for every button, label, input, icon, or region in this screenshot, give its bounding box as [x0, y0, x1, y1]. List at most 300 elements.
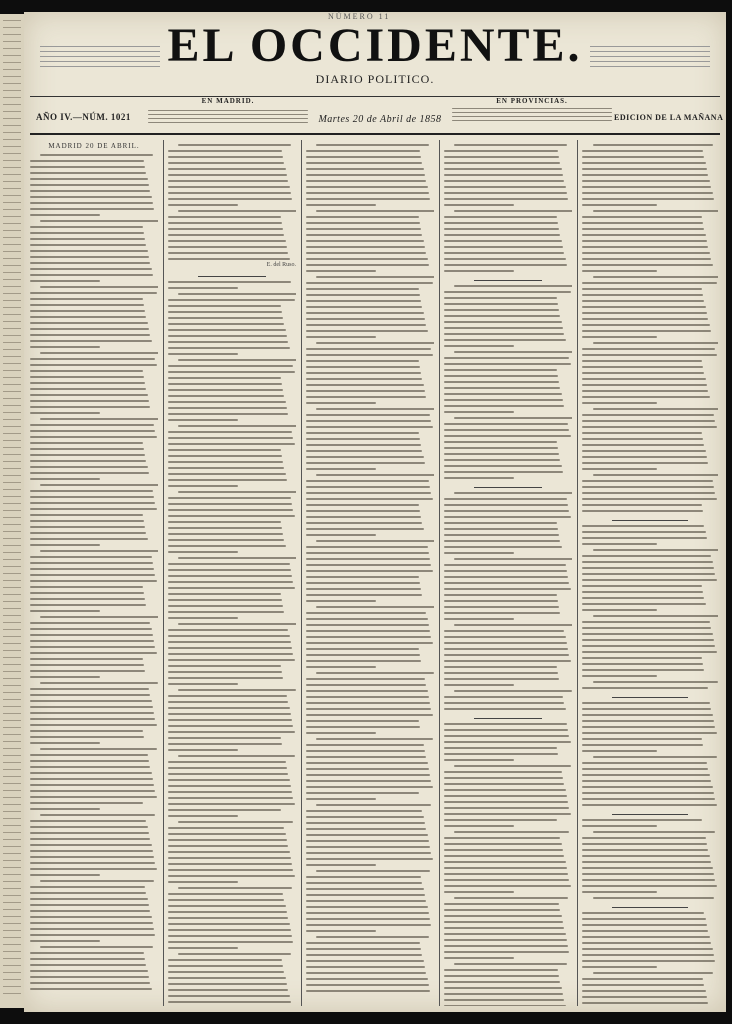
- text-line: [444, 594, 557, 596]
- text-line: [582, 804, 717, 806]
- text-line: [168, 899, 284, 901]
- text-line: [168, 234, 284, 236]
- text-line: [178, 359, 296, 361]
- text-line: [40, 682, 158, 684]
- text-line: [30, 478, 100, 480]
- text-line: [306, 978, 428, 980]
- text-line: [444, 1005, 566, 1006]
- text-line: [168, 551, 238, 553]
- text-line: [306, 522, 422, 524]
- text-line: [582, 240, 707, 242]
- text-line: [30, 472, 149, 474]
- text-line: [444, 891, 514, 893]
- text-line: [444, 879, 569, 881]
- column-5: [582, 140, 718, 1006]
- text-line: [306, 720, 419, 722]
- text-line: [306, 750, 425, 752]
- text-line: [168, 222, 282, 224]
- text-line: [444, 849, 563, 851]
- text-line: [178, 755, 294, 757]
- text-line: [444, 453, 559, 455]
- text-line: [582, 198, 714, 200]
- text-line: [582, 855, 710, 857]
- text-line: [444, 174, 563, 176]
- text-line: [582, 456, 707, 458]
- text-line: [582, 990, 706, 992]
- text-line: [593, 408, 718, 410]
- text-line: [444, 666, 557, 668]
- text-line: [306, 648, 419, 650]
- text-line: [582, 555, 711, 557]
- text-line: [306, 312, 424, 314]
- text-line: [582, 621, 710, 623]
- text-line: [168, 479, 287, 481]
- text-line: [168, 389, 283, 391]
- text-line: [168, 311, 282, 313]
- text-line: [306, 624, 429, 626]
- text-line: [582, 426, 717, 428]
- text-line: [30, 508, 157, 510]
- text-line: [168, 443, 295, 445]
- text-line: [306, 654, 420, 656]
- text-line: [582, 657, 702, 659]
- text-line: [444, 921, 563, 923]
- text-line: [30, 604, 146, 606]
- text-line: [168, 839, 287, 841]
- text-line: [582, 162, 706, 164]
- text-line: [306, 414, 430, 416]
- text-line: [593, 342, 718, 344]
- text-line: [306, 480, 429, 482]
- text-line: [168, 905, 286, 907]
- text-line: [444, 708, 566, 710]
- text-line: [306, 150, 420, 152]
- text-line: [444, 411, 514, 413]
- text-line: [444, 702, 564, 704]
- year-number: AÑO IV.—NÚM. 1021: [36, 112, 131, 122]
- text-line: [582, 366, 703, 368]
- text-line: [30, 400, 149, 402]
- text-line: [168, 659, 295, 661]
- text-line: [306, 504, 419, 506]
- text-line: [582, 645, 715, 647]
- text-line: [444, 150, 558, 152]
- article-separator: [612, 907, 688, 908]
- text-line: [582, 468, 657, 470]
- text-line: [168, 875, 295, 877]
- text-line: [30, 328, 149, 330]
- text-line: [444, 441, 557, 443]
- text-line: [30, 268, 152, 270]
- text-line: [582, 720, 714, 722]
- text-line: [306, 552, 429, 554]
- text-line: [168, 365, 293, 367]
- text-line: [306, 498, 433, 500]
- text-line: [582, 150, 703, 152]
- text-line: [30, 586, 143, 588]
- text-line: [582, 462, 708, 464]
- text-line: [582, 885, 717, 887]
- text-line: [444, 636, 566, 638]
- text-line: [444, 504, 568, 506]
- text-line: [306, 192, 429, 194]
- text-line: [306, 966, 425, 968]
- text-line: [30, 442, 143, 444]
- text-line: [582, 306, 706, 308]
- text-line: [582, 318, 708, 320]
- text-line: [582, 354, 717, 356]
- text-line: [168, 335, 287, 337]
- text-line: [582, 234, 706, 236]
- newspaper-subtitle: DIARIO POLITICO.: [315, 72, 435, 86]
- text-line: [306, 438, 420, 440]
- text-line: [444, 546, 562, 548]
- text-line: [306, 174, 425, 176]
- text-line: [30, 790, 155, 792]
- text-line: [168, 347, 290, 349]
- text-line: [444, 465, 562, 467]
- text-line: [306, 366, 420, 368]
- text-line: [444, 375, 558, 377]
- text-line: [582, 879, 715, 881]
- text-line: [444, 162, 560, 164]
- text-line: [168, 743, 282, 745]
- text-line: [582, 675, 657, 677]
- text-line: [178, 689, 296, 691]
- text-line: [593, 756, 717, 758]
- text-line: [306, 222, 420, 224]
- column-1: [30, 140, 158, 1006]
- text-line: [30, 238, 145, 240]
- text-line: [444, 723, 567, 725]
- text-line: [454, 558, 572, 560]
- text-line: [30, 904, 149, 906]
- text-line: [582, 543, 657, 545]
- text-line: [168, 503, 292, 505]
- text-line: [30, 172, 146, 174]
- text-line: [30, 202, 153, 204]
- text-line: [582, 222, 703, 224]
- text-line: [444, 618, 514, 620]
- text-line: [30, 724, 157, 726]
- text-line: [306, 330, 428, 332]
- text-line: [306, 180, 426, 182]
- text-line: [168, 803, 295, 805]
- text-line: [30, 190, 150, 192]
- text-line: [444, 498, 567, 500]
- text-line: [316, 672, 434, 674]
- text-line: [444, 696, 563, 698]
- provinces-heading: EN PROVINCIAS.: [496, 97, 568, 105]
- text-line: [168, 485, 238, 487]
- text-line: [444, 345, 514, 347]
- text-line: [582, 591, 703, 593]
- text-line: [306, 828, 426, 830]
- text-line: [582, 480, 713, 482]
- text-line: [168, 761, 286, 763]
- text-line: [306, 558, 430, 560]
- text-line: [168, 341, 288, 343]
- text-line: [168, 635, 290, 637]
- text-line: [593, 897, 714, 899]
- text-line: [444, 747, 557, 749]
- text-line: [306, 432, 419, 434]
- text-line: [30, 982, 150, 984]
- text-line: [30, 568, 154, 570]
- text-line: [168, 467, 284, 469]
- text-line: [306, 372, 421, 374]
- text-line: [582, 978, 703, 980]
- text-line: [30, 364, 157, 366]
- text-line: [582, 192, 713, 194]
- text-line: [582, 396, 710, 398]
- text-line: [444, 957, 514, 959]
- adjacent-page-edge: [0, 14, 24, 1008]
- text-line: [168, 252, 288, 254]
- text-line: [444, 564, 566, 566]
- text-line: [593, 144, 713, 146]
- text-line: [30, 502, 155, 504]
- text-line: [306, 990, 430, 992]
- text-line: [30, 700, 152, 702]
- text-line: [306, 570, 433, 572]
- text-line: [168, 323, 284, 325]
- text-line: [582, 984, 704, 986]
- article-separator: [474, 487, 542, 488]
- text-line: [582, 300, 704, 302]
- text-line: [582, 867, 713, 869]
- text-line: [30, 460, 146, 462]
- text-line: [582, 768, 708, 770]
- text-line: [444, 393, 562, 395]
- text-line: [582, 444, 704, 446]
- text-line: [30, 628, 152, 630]
- text-line: [454, 624, 572, 626]
- text-line: [30, 388, 146, 390]
- text-line: [582, 378, 706, 380]
- text-line: [306, 240, 424, 242]
- text-line: [168, 737, 281, 739]
- text-line: [306, 924, 431, 926]
- text-line: [178, 953, 291, 955]
- text-line: [168, 611, 284, 613]
- text-line: [40, 352, 158, 354]
- text-line: [306, 270, 376, 272]
- text-line: [582, 174, 708, 176]
- text-line: [306, 912, 429, 914]
- text-line: [582, 360, 702, 362]
- text-line: [306, 894, 425, 896]
- text-line: [306, 468, 376, 470]
- text-line: [444, 999, 564, 1001]
- text-line: [168, 569, 291, 571]
- text-line: [444, 399, 563, 401]
- text-line: [306, 336, 376, 338]
- text-line: [444, 654, 569, 656]
- text-line: [582, 843, 707, 845]
- text-line: [30, 754, 148, 756]
- text-line: [444, 204, 514, 206]
- text-line: [30, 874, 100, 876]
- text-line: [306, 972, 426, 974]
- text-line: [168, 395, 284, 397]
- text-line: [444, 270, 514, 272]
- text-line: [30, 772, 152, 774]
- text-line: [168, 473, 286, 475]
- text-line: [168, 449, 281, 451]
- text-line: [30, 886, 145, 888]
- text-line: [30, 736, 144, 738]
- text-line: [306, 264, 429, 266]
- text-line: [306, 780, 431, 782]
- text-line: [593, 210, 718, 212]
- text-line: [306, 816, 424, 818]
- text-line: [30, 544, 100, 546]
- text-line: [306, 486, 430, 488]
- text-line: [168, 959, 282, 961]
- text-line: [168, 575, 292, 577]
- text-line: [168, 779, 290, 781]
- text-line: [444, 552, 514, 554]
- text-line: [306, 744, 424, 746]
- text-line: [168, 198, 292, 200]
- text-line: [582, 669, 704, 671]
- text-line: [444, 933, 566, 935]
- text-line: [444, 423, 568, 425]
- text-line: [306, 702, 430, 704]
- text-line: [30, 922, 153, 924]
- text-line: [30, 670, 145, 672]
- text-line: [306, 564, 431, 566]
- text-line: [306, 402, 376, 404]
- text-line: [306, 798, 376, 800]
- text-line: [306, 732, 376, 734]
- text-line: [444, 873, 568, 875]
- text-line: [30, 292, 157, 294]
- text-line: [30, 574, 155, 576]
- text-line: [582, 336, 657, 338]
- text-line: [444, 801, 568, 803]
- text-line: [582, 567, 714, 569]
- text-line: [444, 333, 564, 335]
- text-line: [444, 570, 567, 572]
- text-line: [316, 408, 434, 410]
- text-line: [30, 358, 155, 360]
- text-line: [168, 305, 281, 307]
- text-line: [306, 288, 419, 290]
- text-line: [30, 340, 152, 342]
- text-line: [178, 425, 296, 427]
- text-line: [168, 377, 281, 379]
- text-line: [444, 447, 558, 449]
- text-line: [444, 606, 559, 608]
- text-line: [306, 492, 431, 494]
- text-line: [582, 438, 703, 440]
- text-line: [444, 903, 559, 905]
- text-line: [30, 184, 149, 186]
- text-line: [168, 665, 281, 667]
- text-line: [306, 918, 430, 920]
- text-line: [30, 718, 155, 720]
- text-line: [306, 282, 433, 284]
- text-line: [30, 490, 153, 492]
- text-line: [30, 856, 154, 858]
- text-line: [178, 293, 296, 295]
- text-line: [444, 807, 569, 809]
- text-line: [168, 174, 287, 176]
- text-line: [582, 726, 715, 728]
- text-line: [30, 298, 143, 300]
- text-line: [444, 192, 567, 194]
- text-line: [40, 748, 156, 750]
- text-line: [582, 837, 706, 839]
- madrid-heading: EN MADRID.: [201, 97, 255, 105]
- text-line: [582, 450, 706, 452]
- text-line: [168, 965, 283, 967]
- text-line: [306, 588, 421, 590]
- text-line: [444, 582, 569, 584]
- text-line: [30, 928, 154, 930]
- text-line: [444, 909, 560, 911]
- text-line: [178, 623, 296, 625]
- text-line: [582, 936, 710, 938]
- text-line: [168, 407, 287, 409]
- text-line: [40, 286, 158, 288]
- text-line: [593, 972, 713, 974]
- text-line: [168, 437, 293, 439]
- text-line: [30, 892, 146, 894]
- text-line: [168, 647, 292, 649]
- text-line: [168, 204, 238, 206]
- text-line: [444, 939, 567, 941]
- text-line: [582, 324, 710, 326]
- text-line: [30, 250, 148, 252]
- text-line: [30, 838, 150, 840]
- text-line: [316, 870, 430, 872]
- text-line: [168, 671, 282, 673]
- text-line: [30, 370, 143, 372]
- text-line: [168, 629, 288, 631]
- text-line: [306, 594, 422, 596]
- text-line: [30, 976, 149, 978]
- text-line: [168, 809, 281, 811]
- text-line: [168, 587, 295, 589]
- text-line: [444, 216, 557, 218]
- text-line: [306, 762, 428, 764]
- text-line: [444, 387, 560, 389]
- text-line: [306, 546, 428, 548]
- text-line: [30, 274, 153, 276]
- text-line: [306, 618, 428, 620]
- text-line: [444, 321, 562, 323]
- text-line: [444, 228, 559, 230]
- text-line: [30, 808, 100, 810]
- text-line: [168, 935, 292, 937]
- text-line: [168, 989, 288, 991]
- text-line: [306, 792, 419, 794]
- text-line: [306, 960, 424, 962]
- text-line: [582, 504, 702, 506]
- text-line: [582, 627, 711, 629]
- text-line: [30, 244, 146, 246]
- text-line: [316, 342, 434, 344]
- column-4: [444, 140, 572, 1006]
- text-line: [30, 688, 149, 690]
- text-line: [30, 346, 100, 348]
- text-line: [168, 581, 293, 583]
- text-line: [444, 327, 563, 329]
- text-line: [306, 726, 420, 728]
